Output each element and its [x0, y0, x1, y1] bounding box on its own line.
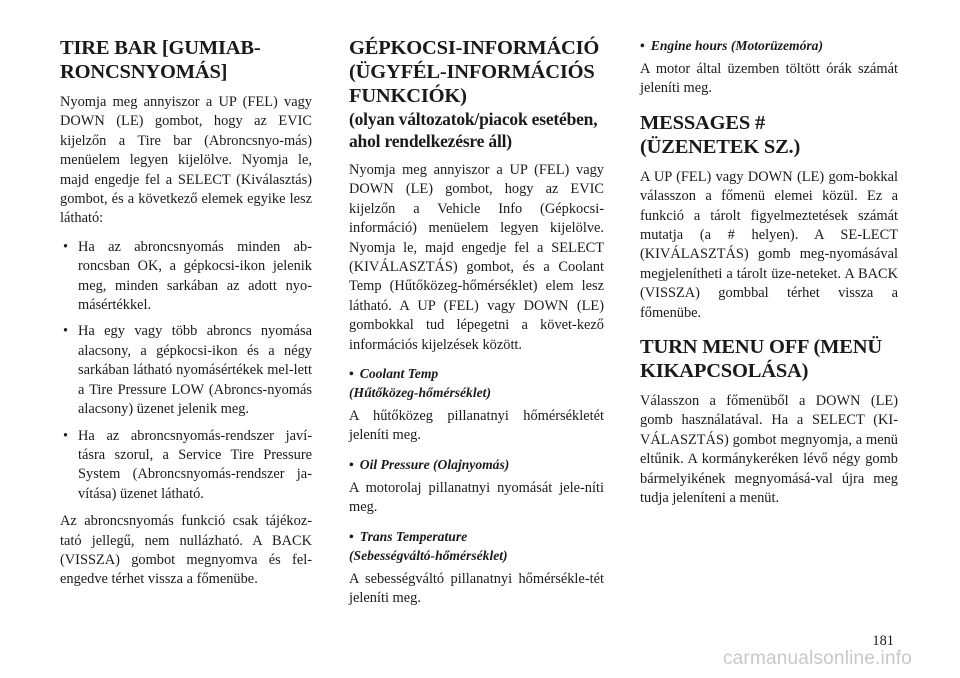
messages-heading: MESSAGES # (ÜZENETEK SZ.): [640, 111, 801, 158]
vehicle-info-heading: [349, 36, 604, 152]
turn-menu-off-heading: TURN MENU OFF (MENÜ KIKAPCSOLÁSA): [640, 336, 882, 383]
item-title-text: Coolant Temp (Hűtőközeg-hőmérséklet): [349, 366, 491, 401]
column-middle: [349, 36, 604, 618]
engine-hours-title: [640, 36, 898, 55]
tire-bar-bullet-list: [60, 238, 312, 504]
tire-bar-outro: Az abroncsnyomás funkció csak tájékoz-tató jellegű, nem nullázható. A BACK (VISSZA) gombot megnyomva és fel-engedve térhet vissza a főmenübe.: [60, 513, 312, 588]
messages-text: A UP (FEL) vagy DOWN (LE) gom-bokkal válasszon a főmenü elemei közül. Ez a funkció a tárolt figyelmeztetések számát mutatja (a # helyen). A SE-LECT (KIVÁLASZTÁS) gomb meg-nyomásával megjelenítheti a tárolt üze-neteket. A BACK (VISSZA) gombbal térhet vissza a főmenübe.: [640, 168, 898, 321]
vehicle-info-heading-main: GÉPKOCSI-INFORMÁCIÓ (ÜGYFÉL-INFORMÁCIÓS FUNKCIÓK): [349, 37, 600, 107]
list-item: • Ha az abroncsnyomás-rendszer javí-tásra szorul, a Service Tire Pressure System (Abroncsnyomás-rendszer ja-vítása) üzenet látható.: [60, 427, 312, 505]
vehicle-info-intro: Nyomja meg annyiszor a UP (FEL) vagy DOWN (LE) gombot, hogy az EVIC kijelzőn a Vehicle Info (Gépkocsi-információ) menüelem legyen kijelölve. Nyomja le, majd engedje fel a SELECT (KIVÁLASZTÁS) gombot, és a Coolant Temp (Hűtőközeg-hőmérséklet) elem lesz látható. A UP (FEL) vagy DOWN (LE) gombokkal tud lépegetni a követ-kező információs kijelzések között.: [349, 162, 604, 353]
bullet-glyph: •: [349, 456, 354, 472]
vehicle-info-heading-sub: (olyan változatok/piacok esetében, ahol rendelkezésre áll): [349, 109, 598, 151]
oil-pressure-text: A motorolaj pillanatnyi nyomását jele-níti meg.: [349, 479, 604, 516]
trans-temp-text: A sebességváltó pillanatnyi hőmérsékle-tét jeleníti meg.: [349, 570, 604, 607]
coolant-temp-text: A hűtőközeg pillanatnyi hőmérsékletét jeleníti meg.: [349, 408, 604, 444]
turn-menu-off-text: Válasszon a főmenüből a DOWN (LE) gomb használatával. Ha a SELECT (KI-VÁLASZTÁS) gombot megnyomja, a menü eltűnik. A kormánykeréken lévő négy gomb bármelyikének megnyomásá-val újra meg tudja jeleníteni a menüt.: [640, 393, 898, 507]
page-number: 181: [872, 633, 894, 649]
engine-hours-text: A motor által üzemben töltött órák számát jeleníti meg.: [640, 61, 898, 97]
item-title-text: Trans Temperature (Sebességváltó-hőmérséklet): [349, 528, 508, 563]
list-item: • Ha az abroncsnyomás minden ab-roncsban OK, a gépkocsi-ikon jelenik meg, minden sarkában az adott nyo-másértékkel.: [60, 238, 312, 316]
bullet-glyph: •: [349, 528, 354, 544]
watermark-text: carmanualsonline.info: [722, 648, 912, 669]
oil-pressure-title: [349, 455, 604, 474]
bullet-glyph: •: [349, 366, 354, 382]
trans-temp-title: [349, 527, 604, 565]
bullet-glyph: •: [640, 38, 645, 53]
column-right: [640, 36, 898, 518]
item-title-text: Oil Pressure (Olajnyomás): [359, 456, 510, 472]
column-left: [60, 36, 312, 599]
coolant-temp-title: [349, 364, 604, 402]
tire-bar-heading: TIRE BAR [GUMIAB- RONCSNYOMÁS]: [60, 37, 261, 83]
list-item: • Ha egy vagy több abroncs nyomása alacsony, a gépkocsi-ikon és a négy sarkában látható nyomásértékek mel-lett a Tire Pressure LOW (Abroncs-nyomás alacsony) üzenet jelenik meg.: [60, 322, 312, 419]
tire-bar-intro: Nyomja meg annyiszor a UP (FEL) vagy DOWN (LE) gombot, hogy az EVIC kijelzőn a Tire bar (Abroncsnyo-más) menüelem legyen kijelölve. Nyomja le, majd engedje fel a SELECT (Kiválasztás) gombot, és a következő elemek egyike lesz látható:: [60, 94, 312, 227]
item-title-text: Engine hours (Motorüzemóra): [650, 38, 823, 53]
